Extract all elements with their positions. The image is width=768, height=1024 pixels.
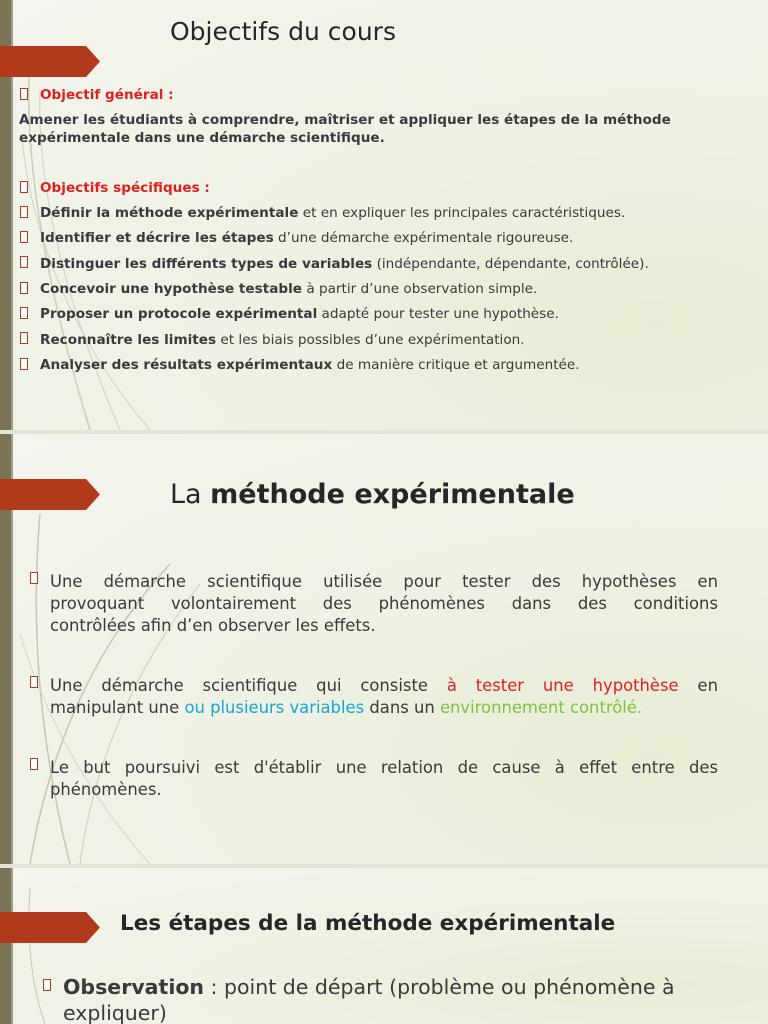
bullet-icon — [19, 231, 31, 246]
paragraph-definition-line-2: provoquant volontairement des phénomènes dans des conditions — [50, 594, 718, 613]
title-tab-marker — [0, 912, 100, 943]
specific-objectives-heading: Objectifs spécifiques : — [40, 180, 210, 196]
slide-etapes — [0, 868, 768, 1024]
general-objective-line-1: Amener les étudiants à comprendre, maîtriser et appliquer les étapes de la méthode — [19, 112, 671, 128]
bullet-icon — [19, 256, 31, 271]
text-segment: Une démarche scientifique qui consiste — [50, 676, 447, 695]
step-observation-bold: Observation — [63, 975, 205, 999]
list-item — [40, 256, 649, 273]
bullet-icon — [19, 358, 31, 373]
page-title: Les étapes de la méthode expérimentale — [120, 911, 616, 936]
paragraph-definition-line-1: Une démarche scientifique utilisée pour tester des hypothèses en — [50, 572, 718, 591]
bullet-icon — [19, 181, 31, 196]
slide-methode — [0, 434, 768, 864]
page-title: Objectifs du cours — [170, 17, 396, 46]
highlight-cyan: ou plusieurs variables — [184, 698, 365, 717]
list-item-text: de manière critique et argumentée. — [332, 357, 580, 373]
paragraph-goal-line-2: phénomènes. — [50, 780, 162, 799]
bullet-icon — [29, 758, 41, 773]
paragraph-definition-line-3: contrôlées afin d’en observer les effets. — [50, 616, 376, 635]
list-item — [40, 357, 580, 374]
bullet-icon — [19, 206, 31, 221]
text-segment: en — [678, 676, 718, 695]
step-observation-text: : point de départ (problème ou phénomène à — [204, 975, 675, 999]
bullet-icon — [19, 332, 31, 347]
general-objective-heading: Objectif général : — [40, 87, 174, 103]
title-normal: La — [170, 479, 211, 510]
list-item — [40, 281, 537, 298]
list-item-text: et en expliquer les principales caractéristiques. — [298, 205, 626, 221]
list-item-bold: Reconnaître les limites — [40, 332, 217, 348]
list-item-text: (indépendante, dépendante, contrôlée). — [372, 256, 649, 272]
bullet-icon — [19, 307, 31, 322]
highlight-red: à tester une hypothèse — [446, 676, 679, 695]
list-item — [40, 230, 573, 247]
list-item-bold: Définir la méthode expérimentale — [40, 205, 299, 221]
step-observation-line-1 — [63, 974, 675, 1000]
list-item-text: adapté pour tester une hypothèse. — [317, 306, 559, 322]
bullet-icon — [42, 979, 54, 994]
list-item-bold: Concevoir une hypothèse testable — [40, 281, 303, 297]
slide-objectifs — [0, 0, 768, 430]
list-item-bold: Distinguer les différents types de variables — [40, 256, 373, 272]
list-item-text: et les biais possibles d’une expérimentation. — [216, 332, 525, 348]
list-item-text: d’une démarche expérimentale rigoureuse. — [273, 230, 574, 246]
title-bold: méthode expérimentale — [210, 479, 575, 510]
bullet-icon — [29, 572, 41, 587]
list-item — [40, 332, 525, 349]
list-item — [40, 306, 559, 323]
list-item-text: à partir d’une observation simple. — [302, 281, 538, 297]
bullet-icon — [29, 676, 41, 691]
text-segment: dans un — [364, 698, 440, 717]
bullet-icon — [19, 282, 31, 297]
text-segment: manipulant une — [50, 698, 185, 717]
general-objective-line-2: expérimentale dans une démarche scientifique. — [19, 130, 385, 146]
page-title — [170, 478, 575, 512]
paragraph-goal-line-1: Le but poursuivi est d'établir une relation de cause à effet entre des — [50, 758, 718, 777]
list-item — [40, 205, 625, 222]
bullet-icon — [19, 88, 31, 103]
slide-side-bar — [0, 868, 11, 1024]
step-observation-line-2: expliquer) — [63, 1001, 167, 1024]
title-tab-marker — [0, 46, 100, 77]
list-item-bold: Analyser des résultats expérimentaux — [40, 357, 333, 373]
list-item-bold: Identifier et décrire les étapes — [40, 230, 274, 246]
list-item-bold: Proposer un protocole expérimental — [40, 306, 318, 322]
paragraph-hypothesis-line-2 — [50, 697, 642, 720]
paragraph-hypothesis-line-1 — [50, 675, 718, 698]
title-tab-marker — [0, 479, 100, 510]
highlight-green: environnement contrôlé. — [439, 698, 643, 717]
